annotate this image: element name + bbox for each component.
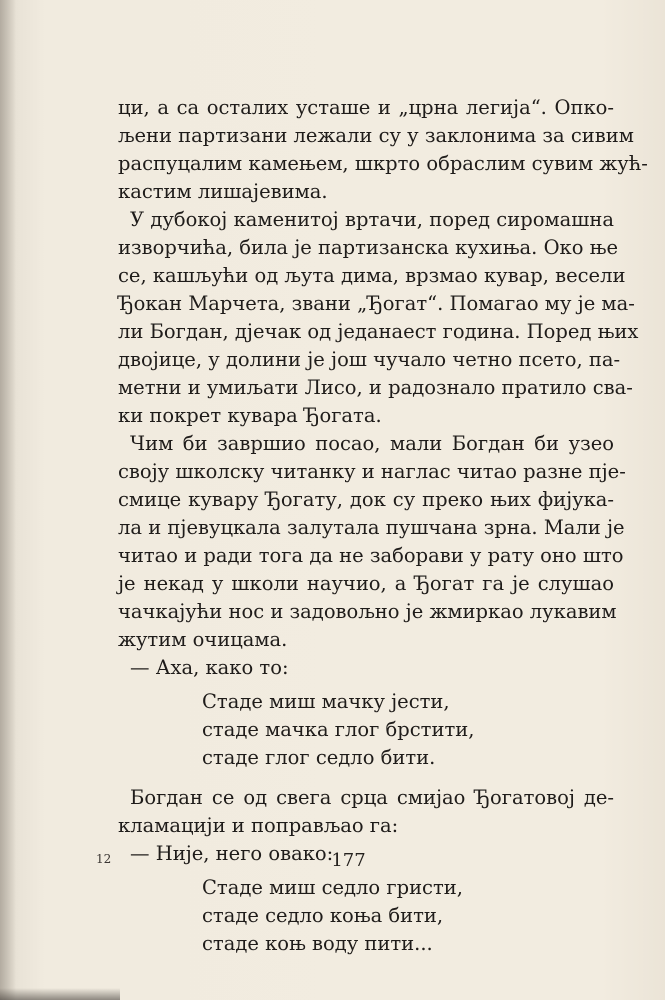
text-line: ли Богдан, дјечак од једанаест година. Поред њих [118, 320, 639, 343]
text-line: изворчића, била је партизанска кухиња. Око ње [118, 236, 619, 259]
text-line: Ђокан Марчета, звани „Ђогат“. Помагао му је ма- [118, 292, 635, 315]
signature-mark: 12 [96, 852, 112, 866]
text-line: жутим очицама. [118, 628, 288, 651]
dialogue-line: — Није, него овако: [130, 842, 334, 865]
text-line: љени партизани лежали су у заклонима за сивим [118, 124, 634, 147]
text-line: кламацији и поправљао га: [118, 814, 399, 837]
text-line: смице кувару Ђогату, док су преко њих фијука- [118, 488, 614, 511]
verse-line: стаде глог седло бити. [202, 746, 436, 769]
paragraph-4 [118, 654, 614, 682]
paragraph-2 [118, 206, 639, 430]
text-line: кастим лишајевима. [118, 180, 328, 203]
text-line: Богдан се од свега срца смијао Ђогатовој де- [130, 786, 614, 809]
verse-stanza-1 [202, 688, 614, 772]
verse-line: стаде мачка глог брстити, [202, 718, 475, 741]
text-line: своју школску читанку и наглас читао разне пје- [118, 460, 626, 483]
verse-line: стаде коњ воду пити... [202, 932, 433, 955]
body-text [118, 94, 648, 958]
text-line: је некад у школи научио, а Ђогат га је слушао [118, 572, 614, 595]
page-number [0, 850, 665, 871]
verse-stanza-2 [202, 874, 614, 958]
stanza-gap [118, 772, 614, 784]
text-line: ци, а са осталих усташе и „црна легија“. Опко- [118, 96, 614, 119]
dialogue-line: — Аха, како то: [130, 656, 289, 679]
text-line: метни и умиљати Лисо, и радознало пратило сва- [118, 376, 633, 399]
text-line: се, кашљући од љута дима, врзмао кувар, весели [118, 264, 626, 287]
text-line: ки покрет кувара Ђогата. [118, 404, 382, 427]
text-line: двојице, у долини је још чучало четно псето, па- [118, 348, 621, 371]
paragraph-3 [118, 430, 626, 654]
text-line: Чим би завршио посао, мали Богдан би узео [130, 432, 614, 455]
page-edge-shadow [0, 988, 120, 1000]
text-line: распуцалим камењем, шкрто обраслим сувим жућ- [118, 152, 648, 175]
verse-line: стаде седло коња бити, [202, 904, 444, 927]
text-line: У дубокој каменитој вртачи, поред сиромашна [130, 208, 614, 231]
text-line: ла и пјевуцкала залутала пушчана зрна. Мали је [118, 516, 625, 539]
text-line: читао и ради тога да не заборави у рату оно што [118, 544, 624, 567]
paragraph-1 [118, 94, 648, 206]
verse-line: Стаде миш седло гристи, [202, 876, 463, 899]
verse-line: Стаде миш мачку јести, [202, 690, 450, 713]
page-number-text: 177 [331, 850, 366, 871]
text-line: чачкајући нос и задовољно је жмиркао лукавим [118, 600, 617, 623]
